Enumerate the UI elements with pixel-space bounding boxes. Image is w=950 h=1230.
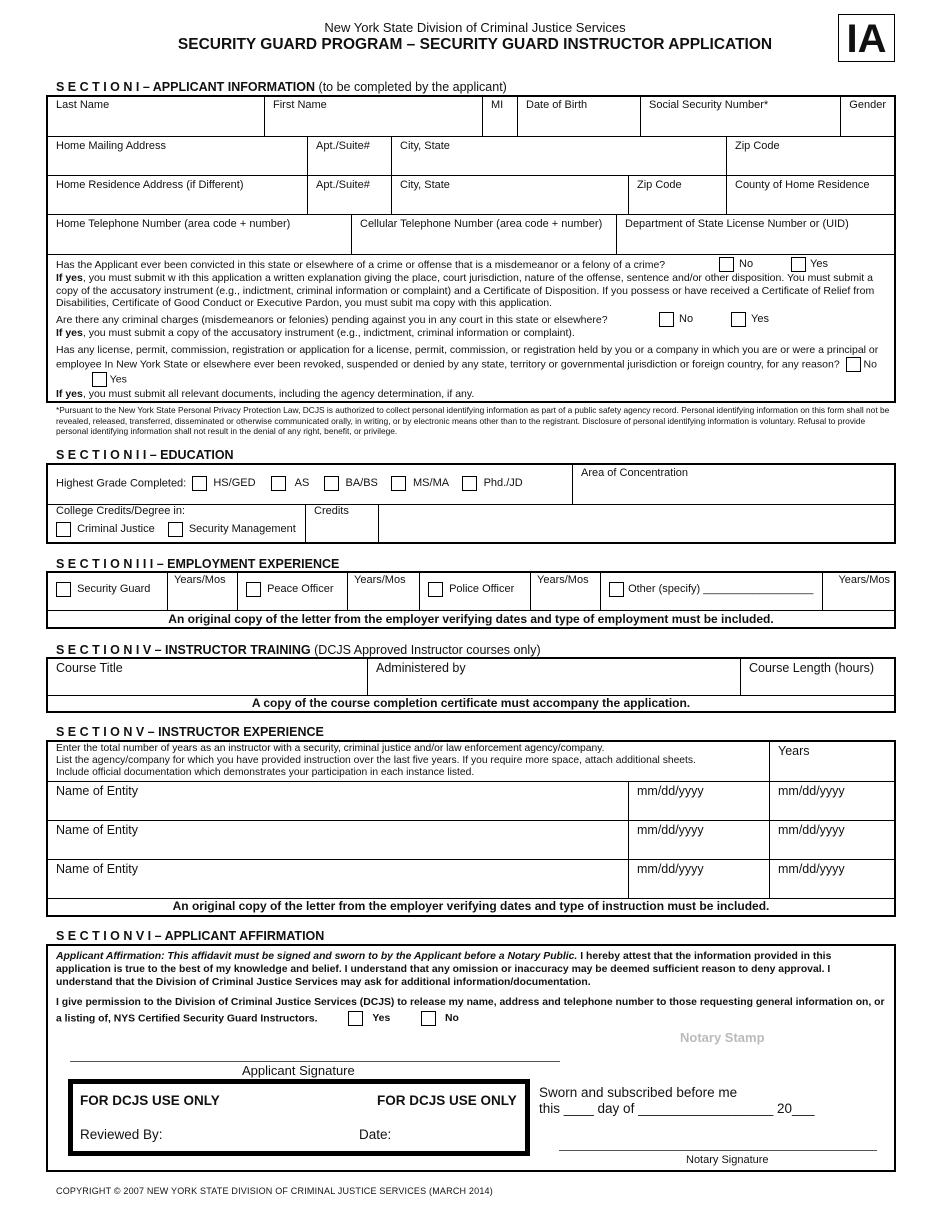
police-officer-checkbox[interactable] [428,582,443,597]
section4-heading: S E C T I O N I V – INSTRUCTOR TRAINING (DCJS Approved Instructor courses only) [56,643,541,657]
q3-yes-label: Yes [109,373,127,386]
permission-yes-label: Yes [372,1013,391,1025]
grade-babs-label: BA/BS [345,477,378,490]
employment-box [46,571,896,629]
years-field[interactable]: Years [778,744,810,758]
ssn-field[interactable]: Social Security Number* [641,97,841,136]
last-name-field[interactable]: Last Name [48,97,265,136]
permission-yes-checkbox[interactable] [348,1011,363,1026]
instructor-experience-box [46,740,896,917]
q1-detail: If yes, you must submit w ith this application a written explanation giving the place, court jurisdiction, nature of the offense, sentence and/or other disposition. You must submit a copy of the accusatory instrument (e.g., indictment, criminal information or complaint) and a Certificate of Disposition. If you possess or have received a Certificate of Relief from Disabilities, Certificate of Good Conduct or Executive Pardon, you must subit ma copy with this application. [56,272,875,309]
grade-hsged-label: HS/GED [213,477,256,490]
section3-heading: S E C T I O N I I I – EMPLOYMENT EXPERIENCE [56,557,340,571]
zip2-field[interactable]: Zip Code [629,176,727,214]
experience-instructions: Enter the total number of years as an instructor with a security, criminal justice and/or law enforcement agency/company. List the agency/company for which you have provided instruction over the last five years. If you require more space, attach additional sheets. Include official documentation which demonstrates your participation in each instance listed. [48,742,770,781]
criminal-questions [48,255,894,401]
instruction-note: An original copy of the letter from the employer verifying dates and type of instruction must be included. [172,899,770,913]
grade-babs-checkbox[interactable] [324,476,339,491]
q2-text: Are there any criminal charges (misdemeanors or felonies) pending against you in any court in this state or elsewhere? [56,314,608,326]
first-name-field[interactable]: First Name [265,97,483,136]
police-officer-label: Police Officer [449,583,515,596]
section2-heading: S E C T I O N I I – EDUCATION [56,448,234,462]
grade-msma-label: MS/MA [413,477,449,490]
permission-no-label: No [445,1013,459,1025]
highest-grade-label: Highest Grade Completed: [56,477,187,490]
course-title-field[interactable]: Course Title [48,659,368,695]
grade-as-checkbox[interactable] [271,476,286,491]
q1-no-checkbox[interactable] [719,257,734,272]
copyright-footer: COPYRIGHT © 2007 NEW YORK STATE DIVISION OF CRIMINAL JUSTICE SERVICES (MARCH 2014) [56,1186,493,1196]
q2-yes-label: Yes [751,313,769,325]
notary-stamp: Notary Stamp [680,1030,765,1045]
q2-yes-checkbox[interactable] [731,312,746,327]
grade-phdjd-label: Phd./JD [483,477,523,490]
city-state1-field[interactable]: City, State [392,137,727,175]
area-of-concentration-field[interactable]: Area of Concentration [581,467,689,479]
q1-no-label: No [739,258,754,270]
administered-by-field[interactable]: Administered by [368,659,741,695]
notary-signature-label: Notary Signature [686,1154,769,1166]
dcjs-use-label-left: FOR DCJS USE ONLY [80,1093,220,1108]
permission-no-checkbox[interactable] [421,1011,436,1026]
zip1-field[interactable]: Zip Code [735,140,780,152]
q3-no-label: No [863,358,877,371]
q2-no-label: No [679,313,694,325]
security-management-label: Security Management [188,523,296,536]
dcjs-use-label-right: FOR DCJS USE ONLY [377,1093,517,1108]
security-guard-option [48,573,168,610]
notary-signature-line[interactable] [559,1150,877,1151]
entity3-start-date[interactable]: mm/dd/yyyy [629,860,770,898]
other-years[interactable]: Years/Mos [838,574,890,586]
apt2-field[interactable]: Apt./Suite# [308,176,392,214]
police-officer-years[interactable]: Years/Mos [531,573,601,610]
grade-as-label: AS [294,477,310,490]
reviewed-by-field[interactable]: Reviewed By: [80,1127,163,1142]
entity1-start-date[interactable]: mm/dd/yyyy [629,782,770,820]
privacy-notice: *Pursuant to the New York State Personal Privacy Protection Law, DCJS is authorized to collect personal identifying information as part of a public safety agency record. Personal identifying information on this form shall not be revealed, released, transferred, disseminated or otherwise communicated orally, in writing, or by electronic means other than to the registrant. Disclosure of personal identifying information is voluntary. Refusal to provide personal identifying information shall not result in the denial of any right, benefit, or privilege. [56,405,890,436]
highest-grade-row [48,465,573,504]
q3-detail: If yes, you must submit all relevant documents, including the agency determination, if any. [56,388,475,400]
q1-yes-label: Yes [810,258,828,270]
police-officer-option [420,573,531,610]
education-box [46,463,896,544]
security-management-checkbox[interactable] [168,522,183,537]
section6-heading: S E C T I O N V I – APPLICANT AFFIRMATION [56,929,325,943]
county-field[interactable]: County of Home Residence [735,179,870,191]
entity2-start-date[interactable]: mm/dd/yyyy [629,821,770,859]
license-field[interactable]: Department of State License Number or (UID) [625,218,849,230]
dcjs-use-box [68,1079,530,1156]
college-label: College Credits/Degree in: [56,505,186,517]
credits-detail-field[interactable] [379,505,894,544]
grade-phdjd-checkbox[interactable] [462,476,477,491]
affirmation-box [46,944,896,1172]
dob-field[interactable]: Date of Birth [518,97,641,136]
form-title: SECURITY GUARD PROGRAM – SECURITY GUARD INSTRUCTOR APPLICATION [177,36,773,53]
peace-officer-label: Peace Officer [267,583,334,596]
gender-field[interactable]: Gender [849,99,886,111]
applicant-signature-label: Applicant Signature [242,1063,355,1078]
training-note: A copy of the course completion certificate must accompany the application. [251,696,691,710]
q3-yes-checkbox[interactable] [92,372,107,387]
entity2-field[interactable]: Name of Entity [48,821,629,859]
residence-address-field[interactable]: Home Residence Address (if Different) [48,176,308,214]
employment-note: An original copy of the letter from the employer verifying dates and type of employment must be included. [168,612,774,626]
training-box [46,657,896,713]
peace-officer-option [238,573,348,610]
credits-field[interactable]: Credits [306,505,379,544]
entity1-field[interactable]: Name of Entity [48,782,629,820]
mailing-address-field[interactable]: Home Mailing Address [48,137,308,175]
entity2-end-date[interactable]: mm/dd/yyyy [778,823,845,837]
peace-officer-years[interactable]: Years/Mos [348,573,420,610]
security-guard-years[interactable]: Years/Mos [168,573,238,610]
section1-heading: S E C T I O N I – APPLICANT INFORMATION (to be completed by the applicant) [56,80,507,94]
other-label: Other (specify) __________________ [628,583,814,596]
q3-text: Has any license, permit, commission, registration or application for a license, permit, commission, or registration held by you or a company in which you are or were a principal or employee In New York State or elsewhere ever been revoked, suspended or denied by any state, territory or governmental jurisdiction or foreign country, for any reason? No Yes [56,344,879,386]
applicant-info-box [46,95,896,403]
applicant-signature-line[interactable] [70,1061,560,1062]
city-state2-field[interactable]: City, State [392,176,629,214]
security-guard-checkbox[interactable] [56,582,71,597]
sworn-text: Sworn and subscribed before me this ____ day of __________________ 20___ [539,1085,815,1116]
q1-yes-checkbox[interactable] [791,257,806,272]
q1-text: Has the Applicant ever been convicted in this state or elsewhere of a crime or offense that is a misdemeanor or a felony of a crime? [56,259,666,271]
agency-name: New York State Division of Criminal Justice Services [324,20,626,35]
review-date-field[interactable]: Date: [359,1127,392,1142]
criminal-justice-checkbox[interactable] [56,522,71,537]
other-option [601,573,823,610]
affirmation-text: Applicant Affirmation: This affidavit must be signed and sworn to by the Applicant before a Notary Public. I hereby attest that the information provided in this application is true to the best of my knowledge and belief. I understand that any omission or inaccuracy may be deemed sufficient reason to deny approval. I understand that the Division of Criminal Justice Services may ask for additional information/documentation. [56,951,832,988]
mi-field[interactable]: MI [483,97,518,136]
form-code: IA [838,14,895,62]
grade-hsged-checkbox[interactable] [192,476,207,491]
q2-no-checkbox[interactable] [659,312,674,327]
permission-text: I give permission to the Division of Criminal Justice Services (DCJS) to release my name, address and telephone number to those requesting general information on, or a listing of, NYS Certified Security Guard Instructors. Yes No [56,997,885,1025]
security-guard-label: Security Guard [77,583,151,596]
entity3-end-date[interactable]: mm/dd/yyyy [778,862,845,876]
other-checkbox[interactable] [609,582,624,597]
course-length-field[interactable]: Course Length (hours) [749,661,875,675]
home-phone-field[interactable]: Home Telephone Number (area code + number) [48,215,352,254]
apt1-field[interactable]: Apt./Suite# [308,137,392,175]
peace-officer-checkbox[interactable] [246,582,261,597]
form-header [0,20,950,54]
entity3-field[interactable]: Name of Entity [48,860,629,898]
cell-phone-field[interactable]: Cellular Telephone Number (area code + number) [352,215,617,254]
grade-msma-checkbox[interactable] [391,476,406,491]
q3-no-checkbox[interactable] [846,357,861,372]
criminal-justice-label: Criminal Justice [77,523,155,536]
q2-detail: If yes, you must submit a copy of the accusatory instrument (e.g., indictment, criminal information or complaint). [56,327,575,339]
section5-heading: S E C T I O N V – INSTRUCTOR EXPERIENCE [56,725,324,739]
college-credits-field [48,505,306,544]
entity1-end-date[interactable]: mm/dd/yyyy [778,784,845,798]
